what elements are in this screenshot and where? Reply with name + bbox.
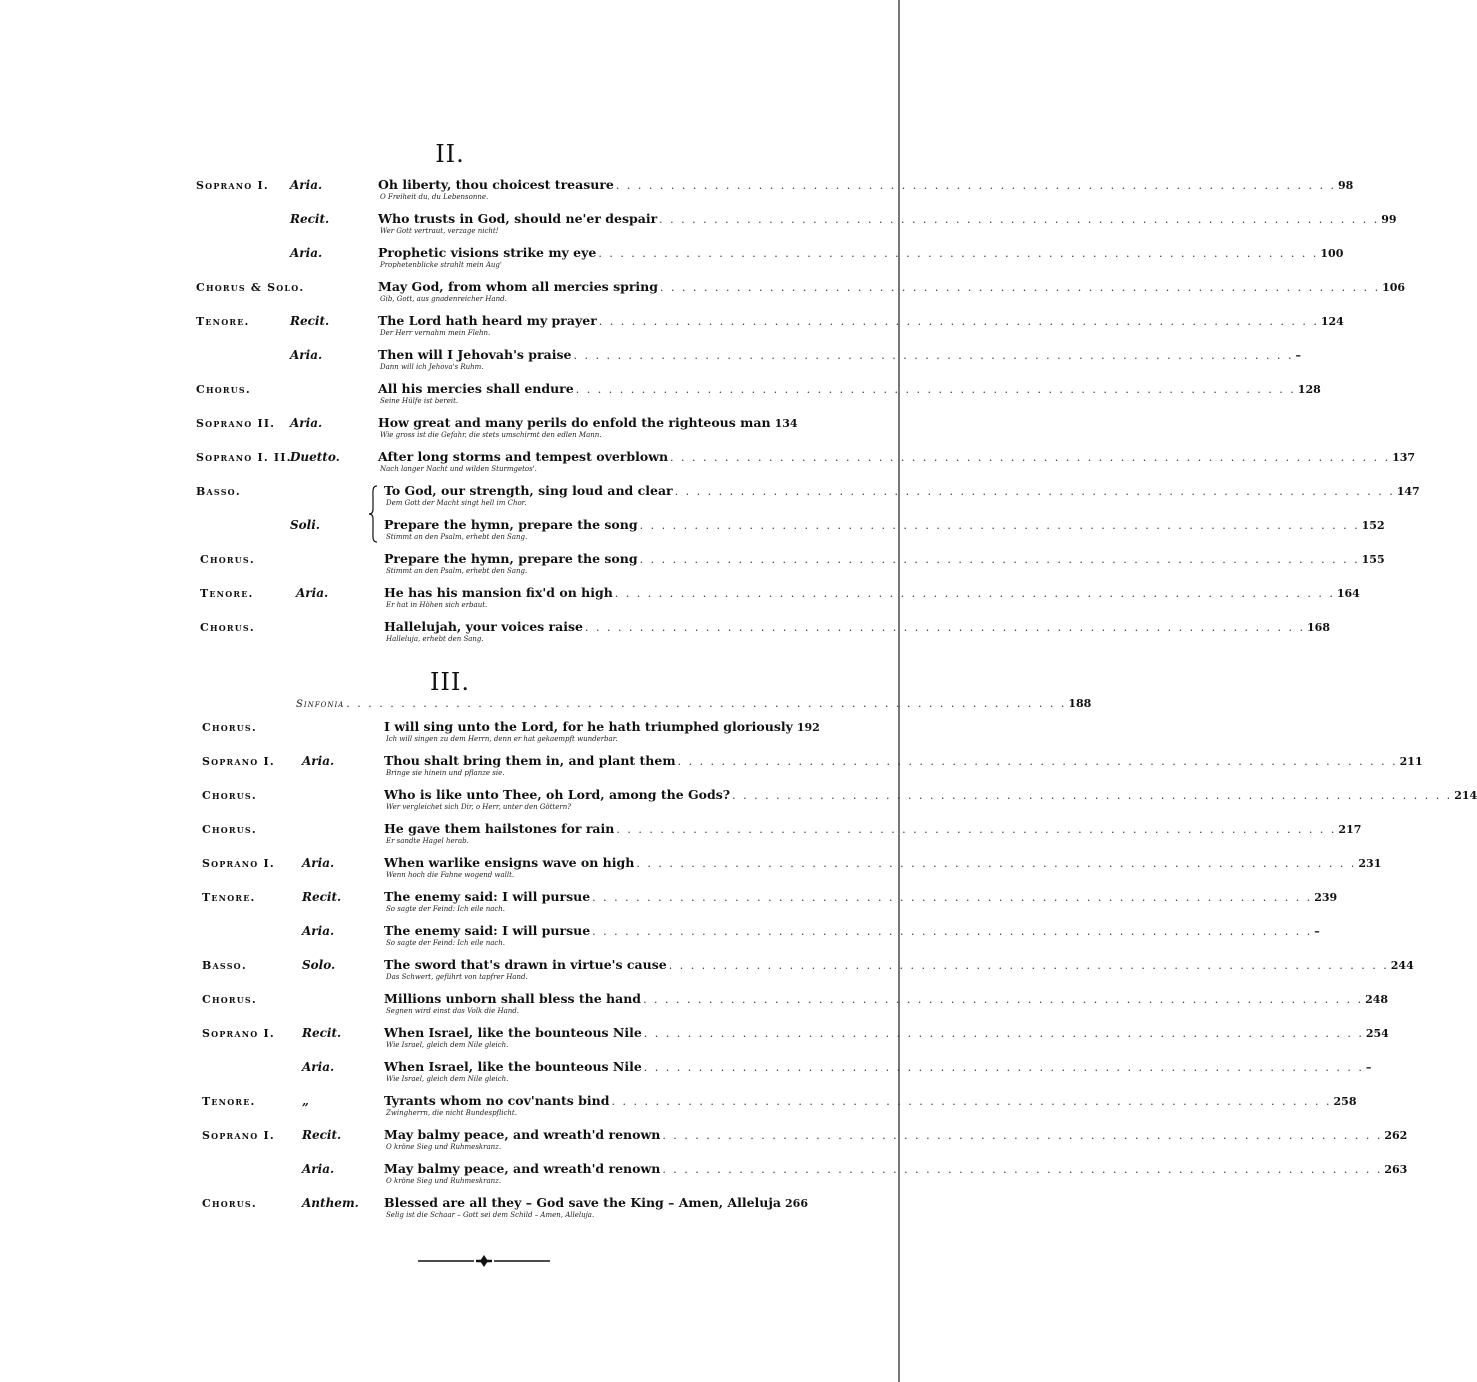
voice-part: Chorus. (202, 993, 257, 1006)
movement-title: Who trusts in God, should ne'er despair (378, 211, 658, 226)
toc-entry (0, 991, 1389, 1025)
movement-title: Thou shalt bring them in, and plant them (384, 753, 676, 768)
page-number: 137 (1392, 451, 1416, 464)
page-number: 217 (1338, 823, 1362, 836)
toc-entry (0, 449, 1416, 483)
toc-entry (0, 211, 1397, 245)
movement-type: Recit. (302, 1026, 342, 1040)
german-translation: Stimmt an den Psalm, erhebt den Sang. (386, 533, 528, 541)
german-translation: Dann will ich Jehova's Ruhm. (380, 363, 484, 371)
voice-part: Chorus. (202, 1197, 257, 1210)
voice-part: Basso. (202, 959, 247, 972)
page-number: 168 (1307, 621, 1330, 634)
movement-type: Aria. (302, 924, 335, 938)
title-line (384, 1127, 1408, 1143)
movement-title: How great and many perils do enfold the righteous man (378, 415, 771, 430)
voice-part: Chorus. (202, 721, 257, 734)
title-line (384, 1025, 1389, 1041)
leader-dots (598, 247, 1318, 260)
page-number: 231 (1358, 857, 1382, 870)
toc-entry (0, 415, 900, 449)
movement-type: Recit. (302, 890, 342, 904)
toc-entry (0, 787, 1477, 821)
toc-entry (0, 855, 1382, 889)
title-line (378, 415, 798, 431)
title-line (384, 585, 1360, 601)
movement-title: The sword that's drawn in virtue's cause (384, 957, 667, 972)
page-number: 99 (1381, 213, 1397, 226)
voice-part: Chorus. (200, 621, 255, 634)
leader-dots (640, 519, 1360, 532)
german-translation: Er hat in Höhen sich erbaut. (386, 601, 488, 609)
title-line (384, 787, 1477, 803)
toc-entry (0, 753, 1423, 787)
page-number: 100 (1320, 247, 1344, 260)
voice-part: Soprano I. (196, 179, 269, 192)
leader-dots (662, 1129, 1382, 1142)
title-line (378, 381, 1321, 397)
leader-dots (675, 485, 1395, 498)
page-number: 263 (1384, 1163, 1408, 1176)
german-translation: Der Herr vernahm mein Flehn. (380, 329, 491, 337)
movement-title: May balmy peace, and wreath'd renown (384, 1161, 661, 1176)
title-line (384, 991, 1389, 1007)
movement-title: After long storms and tempest overblown (378, 449, 669, 464)
page-number: 239 (1314, 891, 1338, 904)
leader-dots (732, 789, 1452, 802)
title-line (384, 619, 1330, 635)
movement-type: Anthem. (302, 1196, 359, 1210)
leader-dots (576, 383, 1296, 396)
page-number: 155 (1361, 553, 1385, 566)
german-translation: Zwingherrn, die nicht Bundespflicht. (386, 1109, 517, 1117)
leader-dots (585, 621, 1305, 634)
toc-entry (0, 585, 1360, 619)
title-line (384, 1059, 1372, 1075)
page-number: 214 (1454, 789, 1477, 802)
leader-dots (640, 553, 1360, 566)
voice-part: Soprano I. (202, 755, 275, 768)
movement-type: Aria. (302, 754, 335, 768)
leader-dots (644, 1027, 1364, 1040)
movement-type: „ (302, 1094, 309, 1108)
voice-part: Tenore. (196, 315, 250, 328)
toc-entry (0, 1161, 1408, 1195)
page-number: 128 (1297, 383, 1321, 396)
movement-title: Prepare the hymn, prepare the song (384, 551, 638, 566)
page-number: 248 (1365, 993, 1389, 1006)
leader-dots (616, 823, 1336, 836)
section-two-heading: II. (435, 140, 465, 168)
toc-entry (0, 1093, 1357, 1127)
voice-part: Soprano I. II. (196, 451, 292, 464)
voice-part: Tenore. (202, 1095, 256, 1108)
title-line (384, 719, 820, 735)
german-translation: Seine Hülfe ist bereit. (380, 397, 459, 405)
german-translation: Prophetenblicke strahlt mein Aug' (380, 261, 502, 269)
page-number: – (1295, 349, 1302, 362)
toc-entry (0, 1127, 1408, 1161)
german-translation: Selig ist die Schaar – Gott sei dem Schild – Amen, Alleluja. (386, 1211, 595, 1219)
title-line (384, 551, 1385, 567)
page-number: 211 (1399, 755, 1423, 768)
sinfonia-label: Sinfonia (296, 699, 345, 710)
toc-entry (0, 957, 1414, 991)
leader-dots (670, 451, 1390, 464)
voice-part: Soprano II. (196, 417, 276, 430)
title-line (378, 279, 1406, 295)
german-translation: O kröne Sieg und Ruhmeskranz. (386, 1177, 502, 1185)
german-translation: Segnen wird einst das Volk die Hand. (386, 1007, 519, 1015)
german-translation: Nach langer Nacht und wilden Sturmgetos'. (380, 465, 537, 473)
german-translation: Wie gross ist die Gefahr, die stets umschirmt den edlen Mann. (380, 431, 602, 439)
movement-type: Soli. (290, 518, 320, 532)
page-number: 134 (774, 417, 798, 430)
movement-type: Recit. (290, 212, 330, 226)
movement-title: He has his mansion fix'd on high (384, 585, 613, 600)
sinfonia-page: 188 (1068, 697, 1092, 710)
toc-entry (0, 923, 1320, 957)
toc-entry (0, 551, 1385, 585)
page-number: 164 (1336, 587, 1360, 600)
movement-title: Who is like unto Thee, oh Lord, among the Gods? (384, 787, 731, 802)
movement-title: When warlike ensigns wave on high (384, 855, 635, 870)
movement-title: Prophetic visions strike my eye (378, 245, 597, 260)
voice-part: Chorus. (202, 789, 257, 802)
movement-title: Oh liberty, thou choicest treasure (378, 177, 614, 192)
sinfonia-entry (296, 697, 1092, 713)
voice-part: Tenore. (202, 891, 256, 904)
page-number: 192 (796, 721, 820, 734)
german-translation: So sagte der Feind: Ich eile nach. (386, 939, 506, 947)
voice-part: Soprano I. (202, 1027, 275, 1040)
title-line (378, 347, 1302, 363)
toc-entry (0, 245, 1344, 279)
title-line (384, 957, 1414, 973)
title-line (384, 1161, 1408, 1177)
movement-title: He gave them hailstones for rain (384, 821, 615, 836)
movement-title: Hallelujah, your voices raise (384, 619, 583, 634)
voice-part: Chorus. (196, 383, 251, 396)
german-translation: So sagte der Feind: Ich eile nach. (386, 905, 506, 913)
voice-part: Chorus. (202, 823, 257, 836)
movement-title: When Israel, like the bounteous Nile (384, 1059, 642, 1074)
toc-entry (0, 381, 1321, 415)
movement-title: The enemy said: I will pursue (384, 923, 591, 938)
leader-dots (599, 315, 1319, 328)
movement-title: May balmy peace, and wreath'd renown (384, 1127, 661, 1142)
toc-entry (0, 279, 1406, 313)
leader-dots (592, 891, 1312, 904)
german-translation: Das Schwert, geführt von tapfrer Hand. (386, 973, 528, 981)
page-number: 244 (1390, 959, 1414, 972)
page-number: 147 (1396, 485, 1420, 498)
movement-type: Duetto. (290, 450, 340, 464)
toc-entry (0, 483, 1420, 517)
movement-type: Recit. (290, 314, 330, 328)
toc-entry (0, 719, 900, 753)
toc-entry (0, 313, 1344, 347)
leader-dots (644, 1061, 1364, 1074)
german-translation: O Freiheit du, du Lebensonne. (380, 193, 489, 201)
movement-title: When Israel, like the bounteous Nile (384, 1025, 642, 1040)
leader-dots (636, 857, 1356, 870)
end-ornament-icon (418, 1254, 550, 1268)
movement-type: Aria. (302, 856, 335, 870)
movement-title: All his mercies shall endure (378, 381, 574, 396)
title-line (384, 821, 1362, 837)
page-number: 106 (1382, 281, 1406, 294)
german-translation: Wer Gott vertraut, verzage nicht! (380, 227, 499, 235)
page-number: 98 (1337, 179, 1354, 192)
page-number: 254 (1365, 1027, 1389, 1040)
leader-dots (592, 925, 1312, 938)
movement-title: Millions unborn shall bless the hand (384, 991, 642, 1006)
movement-title: Blessed are all they – God save the King – Amen, Alleluja (384, 1195, 782, 1210)
movement-title: I will sing unto the Lord, for he hath triumphed gloriously (384, 719, 793, 734)
german-translation: Er sandte Hagel herab. (386, 837, 469, 845)
soli-brace-icon (368, 485, 378, 543)
toc-entry (0, 619, 1330, 653)
voice-part: Soprano I. (202, 1129, 275, 1142)
toc-entry (0, 517, 1385, 551)
title-line (378, 245, 1344, 261)
voice-part: Chorus & Solo. (196, 281, 305, 294)
toc-entry (0, 1195, 900, 1229)
movement-type: Aria. (290, 246, 323, 260)
german-translation: Wer vergleichet sich Dir, o Herr, unter den Göttern? (386, 803, 571, 811)
movement-type: Aria. (302, 1060, 335, 1074)
title-line (378, 313, 1344, 329)
leader-dots (643, 993, 1363, 1006)
leader-dots (662, 1163, 1382, 1176)
leader-dots (346, 697, 1066, 710)
german-translation: Wie Israel, gleich dem Nile gleich. (386, 1041, 509, 1049)
movement-title: May God, from whom all mercies spring (378, 279, 659, 294)
voice-part: Tenore. (200, 587, 254, 600)
movement-type: Solo. (302, 958, 336, 972)
voice-part: Soprano I. (202, 857, 275, 870)
movement-type: Aria. (290, 178, 323, 192)
voice-part: Chorus. (200, 553, 255, 566)
german-translation: Ich will singen zu dem Herrn, denn er hat gekaempft wunderbar. (386, 735, 618, 743)
page-number: 258 (1333, 1095, 1357, 1108)
title-line (384, 855, 1382, 871)
german-translation: Stimmt an den Psalm, erhebt den Sang. (386, 567, 528, 575)
german-translation: O kröne Sieg und Ruhmeskranz. (386, 1143, 502, 1151)
section-three-heading: III. (429, 668, 471, 696)
german-translation: Wie Israel, gleich dem Nile gleich. (386, 1075, 509, 1083)
german-translation: Halleluja, erhebt den Sang. (386, 635, 484, 643)
title-line (384, 923, 1320, 939)
title-line (378, 177, 1354, 193)
german-translation: Bringe sie hinein und pflanze sie. (386, 769, 505, 777)
page-number: 124 (1320, 315, 1344, 328)
page-number: – (1314, 925, 1320, 938)
leader-dots (678, 755, 1398, 768)
leader-dots (616, 179, 1336, 192)
leader-dots (615, 587, 1335, 600)
movement-type: Recit. (302, 1128, 342, 1142)
title-line (384, 889, 1338, 905)
toc-entry (0, 1025, 1389, 1059)
toc-entry (0, 889, 1338, 923)
page-number: 262 (1384, 1129, 1408, 1142)
german-translation: Dem Gott der Macht singt hell im Chor. (386, 499, 527, 507)
movement-type: Aria. (290, 416, 323, 430)
movement-type: Aria. (302, 1162, 335, 1176)
toc-entry (0, 347, 1302, 381)
german-translation: Wenn hoch die Fahne wogend wallt. (386, 871, 515, 879)
title-line (384, 517, 1385, 533)
title-line (384, 753, 1423, 769)
movement-type: Aria. (296, 586, 329, 600)
movement-title: The enemy said: I will pursue (384, 889, 591, 904)
leader-dots (573, 349, 1293, 362)
title-line (384, 1093, 1357, 1109)
page-number: 152 (1361, 519, 1385, 532)
movement-type: Aria. (290, 348, 323, 362)
german-translation: Gib, Gott, aus gnadenreicher Hand. (380, 295, 507, 303)
toc-entry (0, 177, 1354, 211)
page-number: 266 (785, 1197, 808, 1210)
movement-title: The Lord hath heard my prayer (378, 313, 597, 328)
movement-title: Tyrants whom no cov'nants bind (384, 1093, 610, 1108)
page-number: – (1365, 1061, 1372, 1074)
movement-title: Prepare the hymn, prepare the song (384, 517, 638, 532)
title-line (384, 1195, 808, 1211)
leader-dots (660, 281, 1380, 294)
movement-title: To God, our strength, sing loud and clear (384, 483, 673, 498)
toc-entry (0, 821, 1362, 855)
toc-entry (0, 1059, 1372, 1093)
title-line (378, 449, 1416, 465)
leader-dots (611, 1095, 1331, 1108)
voice-part: Basso. (196, 485, 241, 498)
leader-dots (659, 213, 1379, 226)
movement-title: Then will I Jehovah's praise (378, 347, 572, 362)
title-line (378, 211, 1397, 227)
title-line (384, 483, 1420, 499)
leader-dots (669, 959, 1389, 972)
